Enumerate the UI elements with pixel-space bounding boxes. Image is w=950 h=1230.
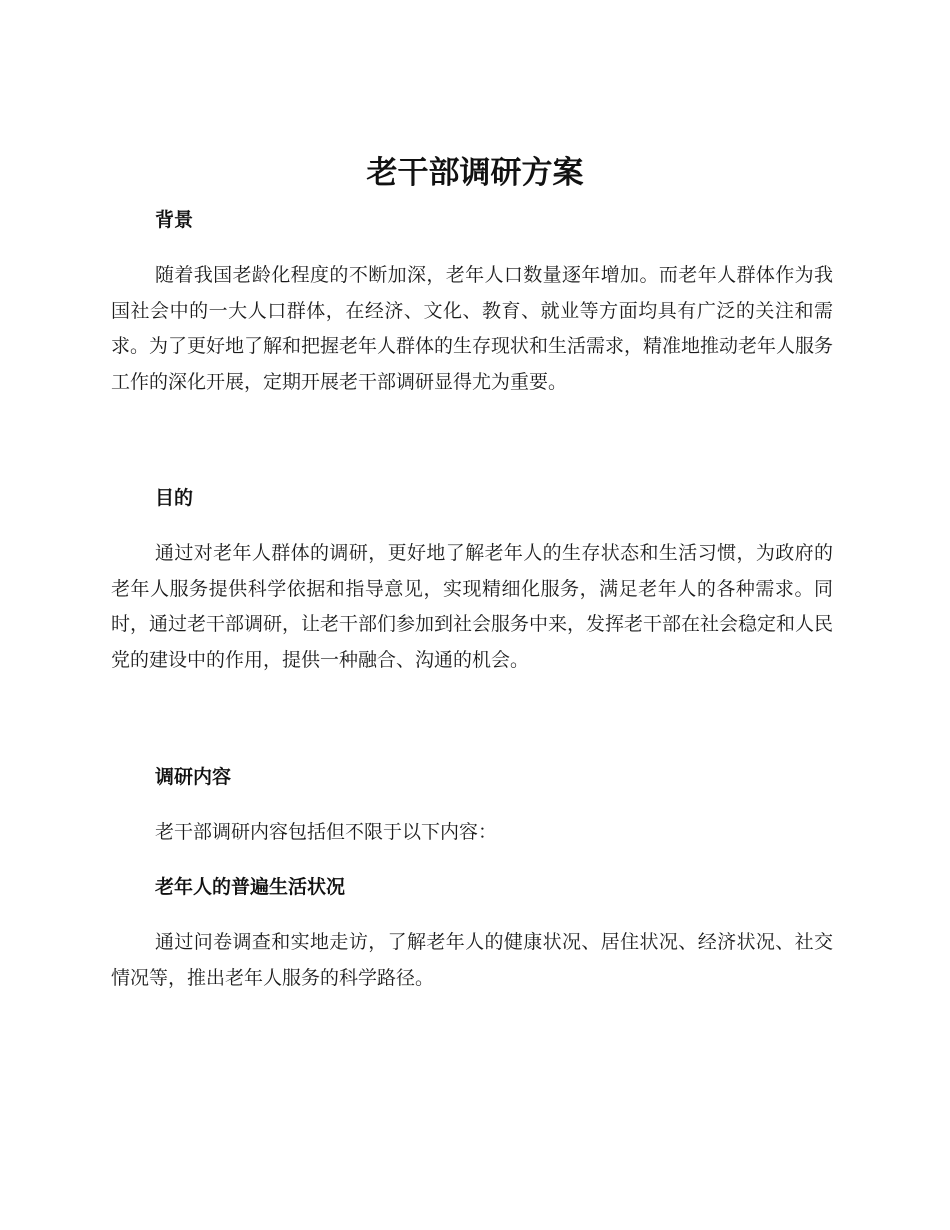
section-paragraph-content: 老干部调研内容包括但不限于以下内容：	[155, 821, 498, 843]
section-heading-background: 背景	[155, 209, 194, 231]
section-heading-living-conditions: 老年人的普遍生活状况	[155, 876, 346, 898]
section-paragraph-purpose: 通过对老年人群体的调研，更好地了解老年人的生存状态和生活习惯，为政府的老年人服务提供科学依据和指导意见，实现精细化服务，满足老年人的各种需求。同时，通过老干部调研，让老干部们参加到社会服务中来，发挥老干部在社会稳定和人民党的建设中的作用，提供一种融合、沟通的机会。	[111, 542, 834, 671]
section-paragraph-living-conditions: 通过问卷调查和实地走访，了解老年人的健康状况、居住状况、经济状况、社交情况等，推出老年人服务的科学路径。	[111, 931, 833, 989]
section-heading-purpose: 目的	[155, 487, 194, 509]
section-paragraph-background: 随着我国老龄化程度的不断加深，老年人口数量逐年增加。而老年人群体作为我国社会中的一大人口群体，在经济、文化、教育、就业等方面均具有广泛的关注和需求。为了更好地了解和把握老年人群体的生存现状和生活需求，精准地推动老年人服务工作的深化开展，定期开展老干部调研显得尤为重要。	[111, 264, 834, 393]
document-title: 老干部调研方案	[366, 155, 584, 191]
section-heading-content: 调研内容	[155, 766, 232, 788]
